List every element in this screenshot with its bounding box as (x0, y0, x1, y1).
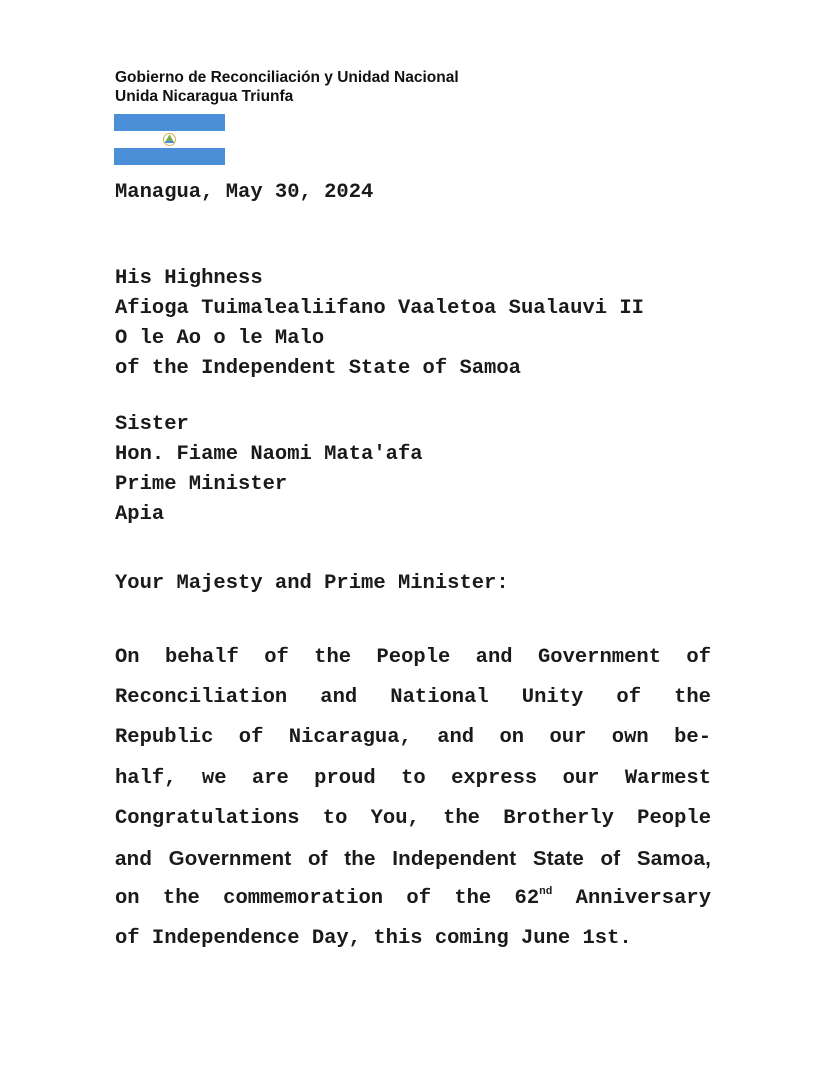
body-line: Reconciliation and National Unity of the (115, 686, 711, 710)
recipient-line: Sister (115, 413, 189, 436)
letter-date: Managua, May 30, 2024 (115, 181, 374, 204)
body-line-anniversary (115, 879, 711, 919)
addressee-line: His Highness (115, 267, 263, 290)
letterhead-slogan: Unida Nicaragua Triunfa (115, 88, 294, 105)
body-text: Anniversary (552, 887, 712, 911)
recipient-line: Prime Minister (115, 473, 288, 496)
recipient-block (115, 410, 423, 530)
addressee-block (115, 264, 644, 384)
salutation: Your Majesty and Prime Minister: (115, 572, 509, 595)
body-line: of Independence Day, this coming June 1st. (115, 927, 632, 951)
letterhead-government-name: Gobierno de Reconciliación y Unidad Nacional (115, 69, 459, 86)
recipient-line: Hon. Fiame Naomi Mata'afa (115, 443, 423, 466)
addressee-line: Afioga Tuimalealiifano Vaaletoa Sualauvi II (115, 297, 644, 320)
recipient-line: Apia (115, 503, 165, 526)
body-text: on the commemoration of the 62 (115, 887, 540, 911)
body-line: Congratulations to You, the Brotherly People (115, 806, 711, 830)
nicaragua-flag-icon (114, 114, 225, 165)
body-paragraph (115, 638, 711, 960)
ordinal-suffix: nd (539, 886, 553, 899)
body-line: On behalf of the People and Government of (115, 646, 711, 669)
letterhead (115, 68, 459, 106)
addressee-line: of the Independent State of Samoa (115, 357, 521, 380)
body-line: Republic of Nicaragua, and on our own be- (115, 726, 711, 750)
body-line: half, we are proud to express our Warmest (115, 766, 711, 790)
addressee-line: O le Ao o le Malo (115, 327, 325, 350)
body-line: and Government of the Independent State of Samoa, (115, 846, 711, 870)
